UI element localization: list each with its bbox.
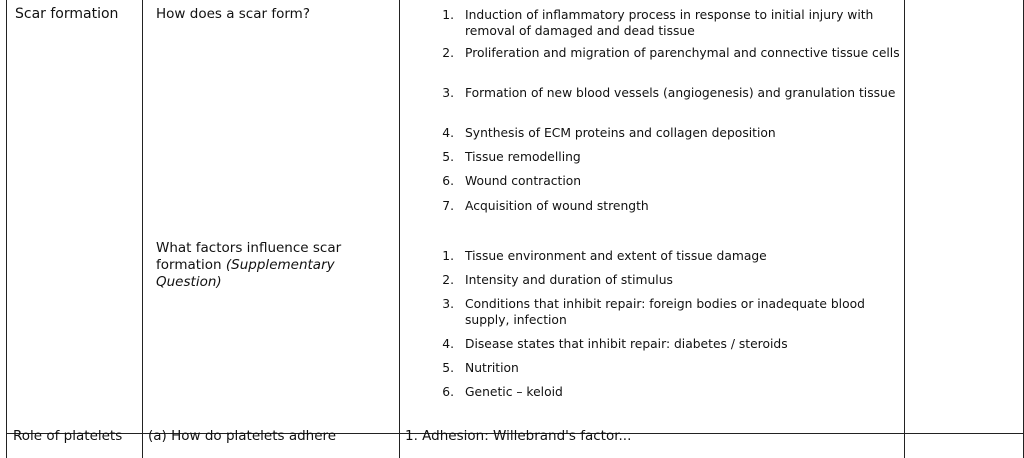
item-text: Synthesis of ECM proteins and collagen deposition	[465, 126, 776, 140]
item-number: 2.	[442, 46, 454, 60]
question-main: How does a scar form?	[156, 6, 310, 22]
item-text: Formation of new blood vessels (angiogenesis) and granulation tissue	[465, 86, 896, 100]
item-number: 4.	[442, 337, 454, 351]
supplementary-note: (Supplementary Question)	[156, 257, 335, 290]
item-number: 1.	[442, 249, 454, 263]
item-text: Disease states that inhibit repair: diabetes / steroids	[465, 337, 788, 351]
item-number: 3.	[442, 86, 454, 100]
question-supplementary-text: What factors influence scar formation	[156, 240, 342, 273]
item-number: 3.	[442, 297, 454, 311]
next-row-answer-partial: 1. Adhesion: Willebrand's factor...	[405, 428, 632, 444]
item-text: Proliferation and migration of parenchymal and connective tissue cells	[465, 46, 900, 60]
next-row-topic-partial: Role of platelets	[13, 428, 123, 444]
item-text: Nutrition	[465, 361, 519, 375]
topic-cell: Scar formation	[15, 6, 119, 22]
item-text: Induction of inflammatory process in response to initial injury with removal of damaged and dead tissue	[465, 8, 874, 38]
content-table	[6, 0, 1024, 458]
item-number: 1.	[442, 8, 454, 22]
item-number: 4.	[442, 126, 454, 140]
item-number: 6.	[442, 385, 454, 399]
item-text: Genetic – keloid	[465, 385, 563, 399]
item-text: Wound contraction	[465, 174, 582, 188]
item-number: 2.	[442, 273, 454, 287]
item-text: Conditions that inhibit repair: foreign bodies or inadequate blood supply, infection	[465, 297, 865, 327]
question-supplementary	[156, 240, 388, 291]
item-number: 5.	[442, 361, 454, 375]
item-text: Acquisition of wound strength	[465, 199, 649, 213]
item-number: 5.	[442, 150, 454, 164]
next-row-question-partial: (a) How do platelets adhere	[148, 428, 337, 444]
column-divider	[142, 0, 143, 458]
item-number: 6.	[442, 174, 454, 188]
item-text: Intensity and duration of stimulus	[465, 273, 673, 287]
column-divider	[399, 0, 400, 458]
item-text: Tissue environment and extent of tissue damage	[465, 249, 767, 263]
item-number: 7.	[442, 199, 454, 213]
item-text: Tissue remodelling	[465, 150, 581, 164]
